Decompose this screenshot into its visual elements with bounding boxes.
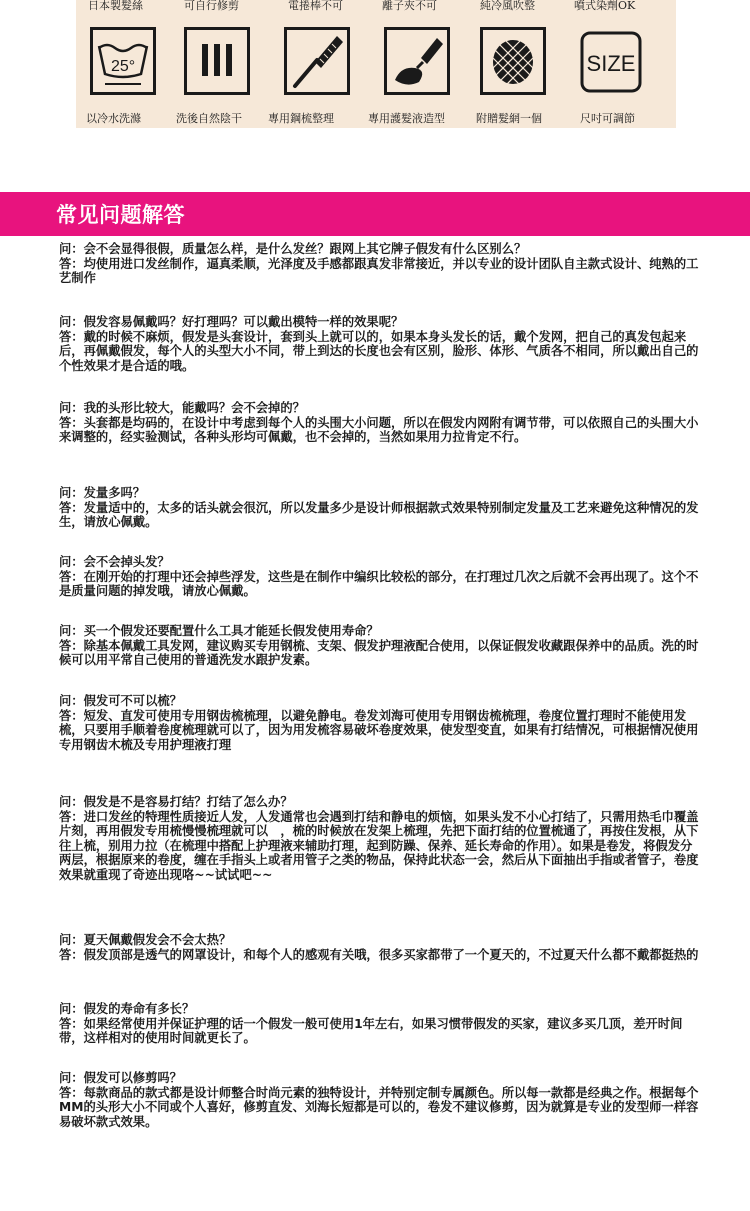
faq-answer: 答：戴的时候不麻烦，假发是头套设计，套到头上就可以的，如果本身头发长的话，戴个发网，把自己的真发包起来后，再佩戴假发，每个人的头型大小不同，带上到达的长度也会有区别，脸形、体形、气质各不相同，所以戴出自己的个性效果才是合适的哦。	[59, 329, 699, 373]
faq-title: 常见问题解答	[56, 203, 185, 227]
faq-item	[59, 486, 699, 530]
care-top-row	[76, 0, 676, 16]
faq-question: 问：假发的寿命有多长？	[59, 1002, 195, 1016]
faq-question: 问：假发容易佩戴吗？好打理吗？可以戴出模特一样的效果呢？	[59, 315, 404, 329]
faq-question: 问：假发是不是容易打结？打结了怎么办？	[59, 795, 293, 809]
care-caption: 專用護髮液造型	[368, 112, 445, 125]
faq-item	[59, 315, 699, 373]
care-top-label: 噴式染劑OK	[574, 0, 636, 12]
faq-answer: 答：发量适中的，太多的话头就会很沉，所以发量多少是设计师根据款式效果特别制定发量及工艺来避免这种情况的发生，请放心佩戴。	[59, 500, 699, 530]
faq-item	[59, 624, 699, 668]
wash-temperature-icon	[90, 27, 156, 95]
faq-item	[59, 694, 699, 752]
faq-answer: 答：头套都是均码的，在设计中考虑到每个人的头围大小问题，所以在假发内网附有调节带，可以依照自己的头围大小来调整的，经实验测试，各种头形均可佩戴，也不会掉的，当然如果用力拉肯定不行。	[59, 415, 699, 445]
air-dry-icon	[184, 27, 250, 95]
faq-answer: 答：均使用进口发丝制作，逼真柔顺，光泽度及手感都跟真发非常接近，并以专业的设计团队自主款式设计、纯熟的工艺制作	[59, 256, 699, 286]
faq-question: 问：我的头形比较大，能戴吗？会不会掉的？	[59, 401, 305, 415]
faq-answer: 答：如果经常使用并保证护理的话一个假发一般可使用1年左右，如果习惯带假发的买家，建议多买几顶，差开时间带，这样相对的使用时间就更长了。	[59, 1016, 683, 1046]
care-caption: 洗後自然陰干	[176, 112, 242, 125]
faq-question: 问：买一个假发还要配置什么工具才能延长假发使用寿命？	[59, 624, 379, 638]
size-adjust-icon	[578, 27, 644, 95]
faq-answer: 答：进口发丝的特理性质接近人发，人发通常也会遇到打结和静电的烦恼，如果头发不小心打结了，只需用热毛巾覆盖片刻，再用假发专用梳慢慢梳理就可以 ，梳的时候放在发架上梳理，先把下面打结的位置梳通了，再按住发根，从下往上梳，别用力拉（在梳理中搭配上护理液来辅助打理，起到防躁、保养、延长寿命的作用）。如果是卷发，将假发分两层，根据原来的卷度，缠在手指头上或者用管子之类的物品，保持此状态一会，然后从下面抽出手指或者管子，卷度效果就重现了奇迹出现咯~~试试吧~~	[59, 809, 699, 882]
wash-temperature-text: 25°	[111, 58, 136, 75]
faq-item	[59, 401, 699, 445]
care-caption: 專用鋼梳整理	[268, 112, 334, 125]
faq-answer: 答：假发顶部是透气的网罩设计，和每个人的感观有关哦，很多买家都带了一个夏天的，不过夏天什么都不戴都挺热的	[59, 947, 699, 962]
faq-item	[59, 242, 699, 286]
care-top-label: 離子夾不可	[382, 0, 437, 12]
hair-net-icon	[480, 27, 546, 95]
care-top-label: 電捲棒不可	[288, 0, 343, 12]
faq-question: 问：假发可以修剪吗？	[59, 1071, 182, 1085]
faq-answer: 答：短发、直发可使用专用钢齿梳梳理，以避免静电。卷发刘海可使用专用钢齿梳梳理，卷度位置打理时不能使用发梳，只要用手顺着卷度梳理就可以了，因为用发梳容易破坏卷度效果，使发型变直，如果有打结情况，可根据情况使用专用钢齿木梳及专用护理液打理	[59, 708, 699, 752]
faq-question: 问：会不会掉头发？	[59, 555, 170, 569]
faq-answer: 答：除基本佩戴工具发网，建议购买专用钢梳、支架、假发护理液配合使用，以保证假发收藏跟保养中的品质。洗的时候可以用平常自己使用的普通洗发水跟护发素。	[59, 638, 699, 668]
faq-answer: 答：每款商品的款式都是设计师整合时尚元素的独特设计，并特别定制专属颜色。所以每一款都是经典之作。根据每个MM的头形大小不同或个人喜好，修剪直发、刘海长短都是可以的，卷发不建议修剪，因为就算是专业的发型师一样容易破坏款式效果。	[59, 1085, 699, 1129]
size-text: SIZE	[586, 51, 636, 76]
faq-item	[59, 1002, 699, 1046]
comb-icon	[284, 27, 350, 95]
faq-question: 问：会不会显得很假，质量怎么样，是什么发丝？跟网上其它牌子假发有什么区别么？	[59, 242, 527, 256]
faq-item	[59, 1071, 699, 1129]
faq-answer: 答：在刚开始的打理中还会掉些浮发，这些是在制作中编织比较松的部分，在打理过几次之后就不会再出现了。这个不是质量问题的掉发哦，请放心佩戴。	[59, 569, 699, 599]
care-caption: 附贈髮網一個	[476, 112, 542, 125]
faq-banner	[0, 192, 750, 236]
styling-liquid-icon	[384, 27, 450, 95]
care-top-label: 日本製髮絲	[88, 0, 143, 12]
faq-question: 问：夏天佩戴假发会不会太热？	[59, 933, 232, 947]
care-caption: 尺吋可調節	[580, 112, 635, 125]
care-caption: 以冷水洗滌	[86, 112, 141, 125]
care-top-label: 可自行修剪	[184, 0, 239, 12]
care-label-strip	[76, 0, 676, 128]
faq-question: 问：发量多吗？	[59, 486, 146, 500]
faq-item	[59, 933, 698, 962]
faq-item	[59, 555, 699, 599]
faq-item	[59, 795, 699, 883]
care-top-label: 純冷風吹整	[480, 0, 535, 12]
faq-question: 问：假发可不可以梳？	[59, 694, 182, 708]
